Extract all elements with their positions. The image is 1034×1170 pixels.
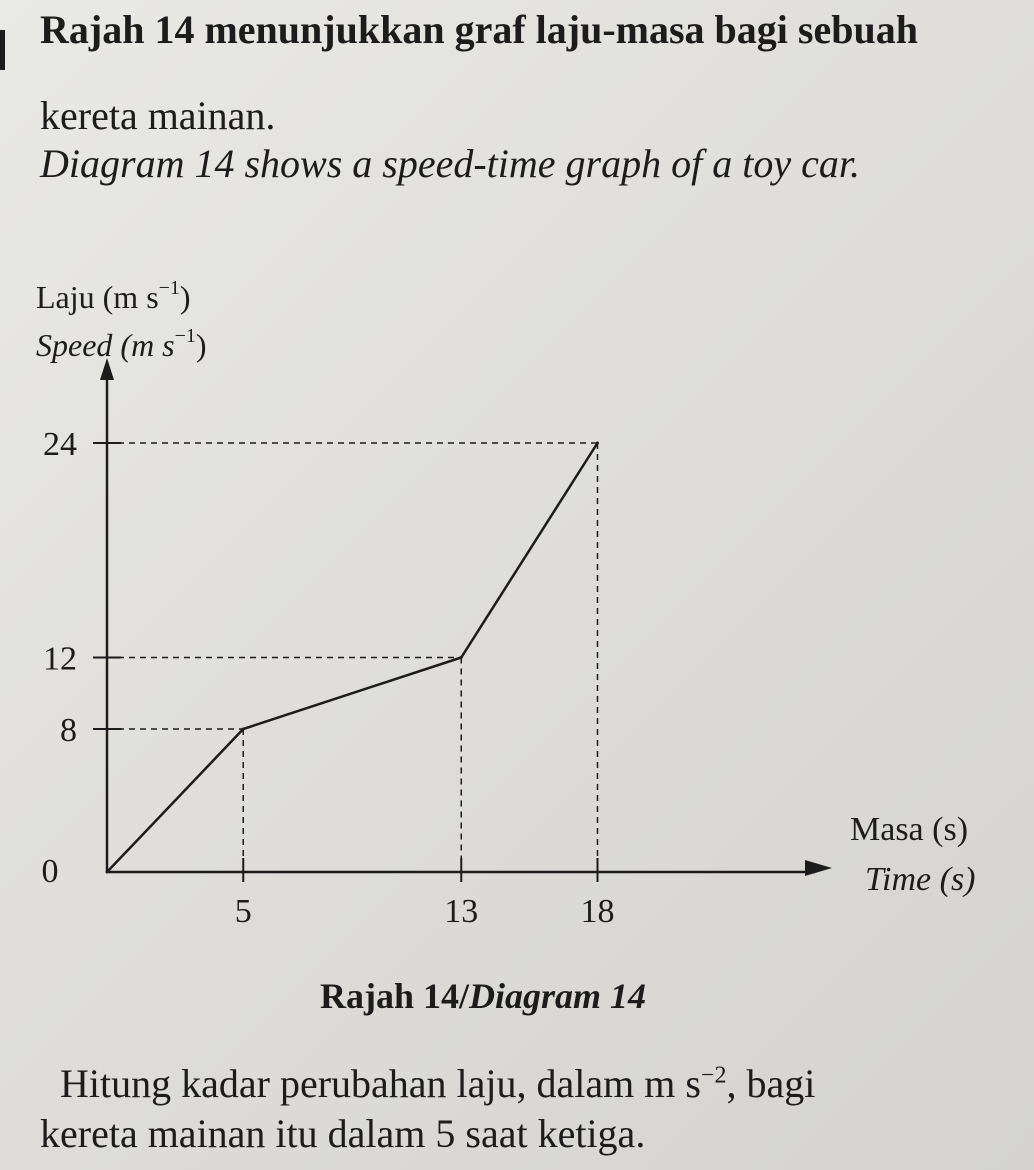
caption-en: Diagram 14	[469, 976, 647, 1016]
y-axis-label-en-close: )	[195, 327, 207, 363]
calc-question-line-1	[60, 1060, 815, 1107]
data-point	[106, 871, 109, 874]
x-axis-label-ms: Masa (s)	[850, 811, 969, 848]
calc-text-b: , bagi	[726, 1061, 816, 1106]
y-tick-label: 12	[43, 640, 77, 678]
caption-ms: Rajah 14/	[319, 976, 469, 1016]
question-ms-line-2: kereta mainan.	[40, 93, 276, 138]
calc-exponent: −2	[700, 1062, 727, 1089]
question-ms-line-1: Rajah 14 menunjukkan graf laju-masa bagi sebuah	[40, 7, 918, 52]
diagram-caption	[0, 975, 966, 1017]
x-tick-label: 5	[234, 893, 252, 930]
calc-question-line-2: kereta mainan itu dalam 5 saat ketiga.	[40, 1111, 646, 1156]
x-axis-label-en: Time (s)	[865, 861, 976, 898]
question-en-line: Diagram 14 shows a speed-time graph of a toy car.	[40, 141, 860, 186]
y-axis-label-ms	[36, 277, 191, 315]
origin-label: 0	[41, 853, 59, 890]
y-tick-label: 24	[43, 426, 77, 463]
y-axis-label-ms-exponent: −1	[158, 277, 180, 299]
y-axis-label-en	[36, 325, 207, 363]
data-point	[242, 728, 245, 731]
y-axis-label-ms-close: )	[179, 279, 191, 315]
data-point	[596, 442, 599, 445]
y-axis-label-ms-text: Laju (m s	[36, 279, 159, 315]
x-tick-label: 13	[444, 893, 479, 930]
x-tick-label: 18	[580, 893, 615, 930]
data-point	[460, 656, 463, 659]
margin-marker	[0, 30, 5, 70]
y-axis-label-en-text: Speed (m s	[36, 327, 175, 363]
y-axis-label-en-exponent: −1	[174, 325, 196, 347]
y-tick-label: 8	[60, 712, 77, 749]
x-axis-arrow	[805, 860, 832, 876]
speed-time-graph	[0, 260, 1034, 950]
calc-text-a: Hitung kadar perubahan laju, dalam m s	[60, 1061, 701, 1106]
